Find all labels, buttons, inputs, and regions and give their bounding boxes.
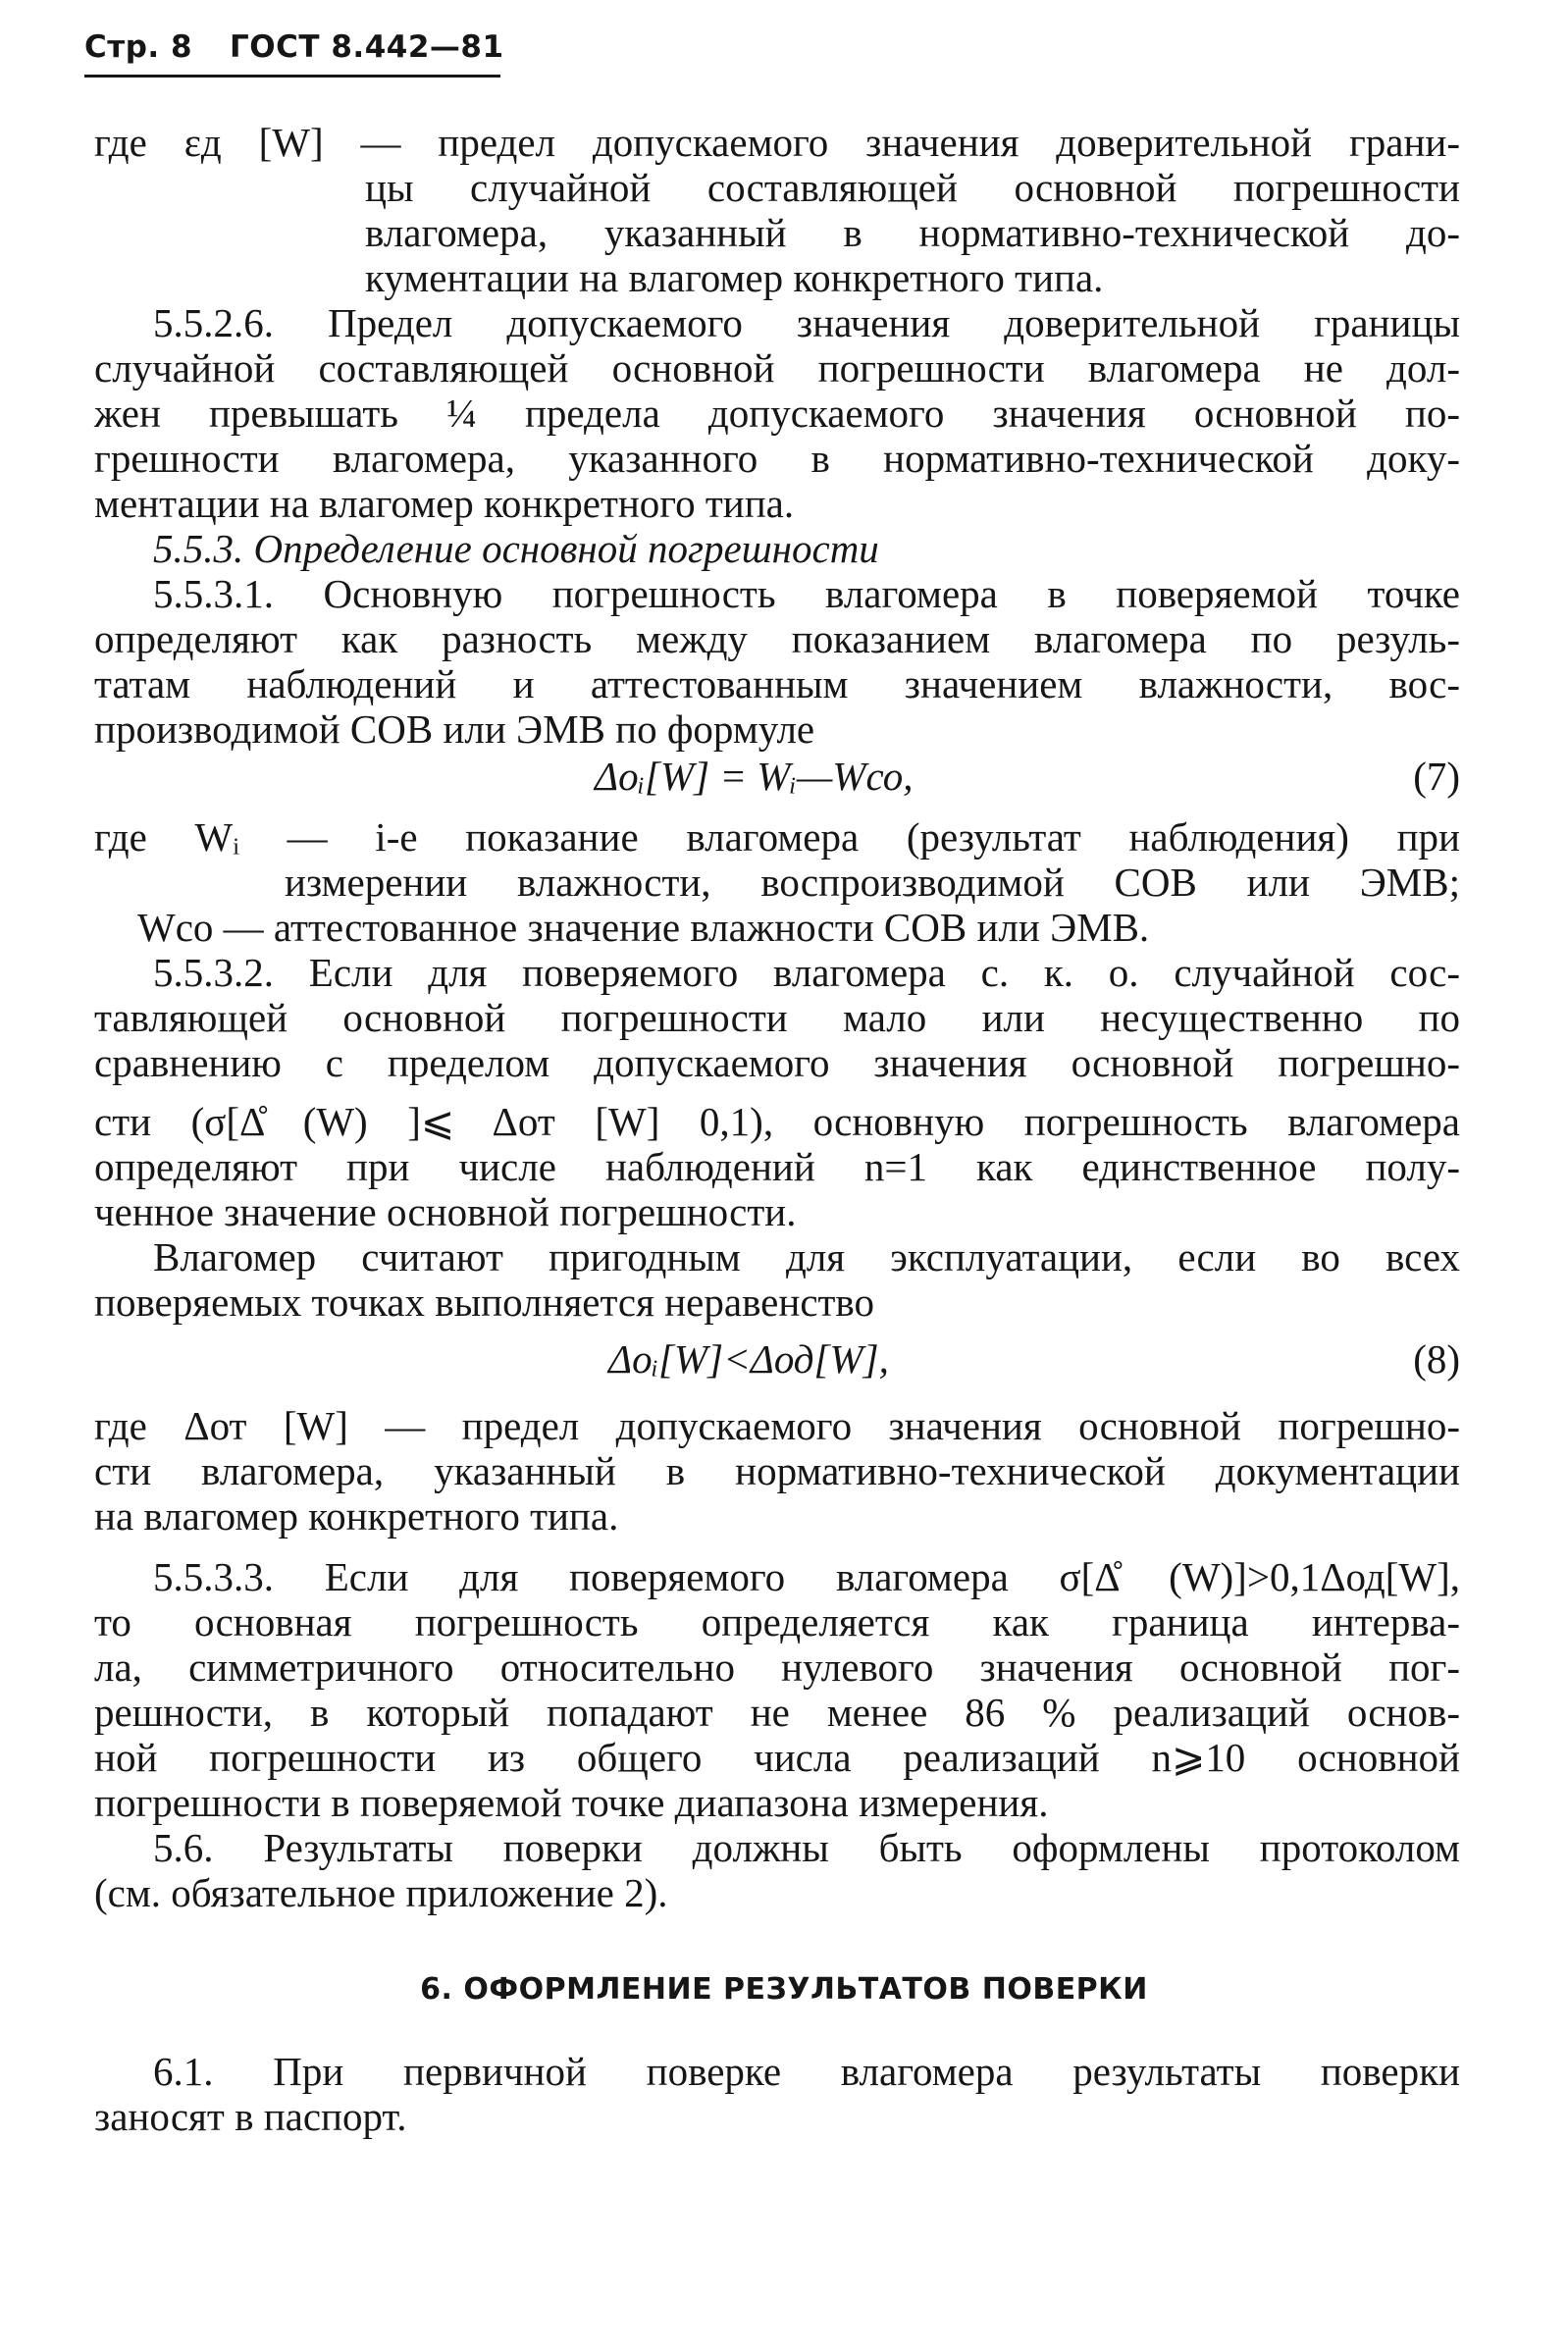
text-line: тавляющей основной погрешности мало или несущественно по: [94, 995, 1460, 1040]
standard-code: ГОСТ 8.442—81: [230, 29, 504, 65]
paragraph-6-1: 6.1. При первичной поверке влагомера результаты поверки: [153, 2049, 1460, 2094]
formula-8: Δоᵢ[W]<Δод[W],: [608, 1336, 889, 1382]
text-line: Wсо — аттестованное значение влажности СОВ или ЭМВ.: [137, 905, 1150, 950]
page-number: Стр. 8: [84, 29, 193, 65]
text-line: сти влагомера, указанный в нормативно-технической документации: [94, 1448, 1460, 1493]
text-line: сти (σ[Δ̊ (W) ]⩽ Δот [W] 0,1), основную погрешность влагомера: [94, 1099, 1460, 1144]
text-line: случайной составляющей основной погрешности влагомера не дол-: [94, 345, 1460, 391]
text-line: татам наблюдений и аттестованным значением влажности, вос-: [94, 661, 1460, 706]
equation-number-7: (7): [1413, 754, 1460, 799]
text-line: определяют при числе наблюдений n=1 как единственное полу-: [94, 1144, 1460, 1189]
paragraph-5-5-3-2: 5.5.3.2. Если для поверяемого влагомера с. к. о. случайной сос-: [153, 950, 1460, 995]
text-line: кументации на влагомер конкретного типа.: [365, 255, 1104, 300]
subsection-heading: 5.5.3. Определение основной погрешности: [153, 526, 879, 571]
text-line: сравнению с пределом допускаемого значения основной погрешно-: [94, 1040, 1460, 1085]
text-line: где εд [W] — предел допускаемого значения доверительной грани-: [94, 120, 1460, 165]
paragraph-5-5-3-3: 5.5.3.3. Если для поверяемого влагомера σ[Δ̊ (W)]>0,1Δод[W],: [153, 1554, 1460, 1599]
text-line: погрешности в поверяемой точке диапазона измерения.: [94, 1780, 1049, 1825]
text-line: (см. обязательное приложение 2).: [94, 1870, 668, 1915]
text-line: жен превышать ¼ предела допускаемого значения основной по-: [94, 391, 1460, 436]
text-line: производимой СОВ или ЭМВ по формуле: [94, 706, 815, 752]
text-line: то основная погрешность определяется как граница интерва-: [94, 1599, 1460, 1644]
text-line: цы случайной составляющей основной погрешности: [365, 165, 1460, 210]
text-line: определяют как разность между показанием влагомера по резуль-: [94, 616, 1460, 661]
text-line: решности, в который попадают не менее 86 % реализаций основ-: [94, 1690, 1460, 1735]
text-line: влагомера, указанный в нормативно-технической до-: [365, 210, 1460, 255]
text-line: Влагомер считают пригодным для эксплуатации, если во всех: [153, 1234, 1460, 1279]
paragraph-5-5-3-1: 5.5.3.1. Основную погрешность влагомера в поверяемой точке: [153, 571, 1460, 616]
page-header: [84, 29, 504, 78]
text-line: грешности влагомера, указанного в нормативно-технической доку-: [94, 436, 1460, 481]
paragraph-5-6: 5.6. Результаты поверки должны быть оформлены протоколом: [153, 1825, 1460, 1870]
section-6-title: 6. ОФОРМЛЕНИЕ РЕЗУЛЬТАТОВ ПОВЕРКИ: [420, 1972, 1148, 2007]
text-line: на влагомер конкретного типа.: [94, 1493, 619, 1539]
text-line: ла, симметричного относительно нулевого значения основной пог-: [94, 1644, 1460, 1690]
text-line: ментации на влагомер конкретного типа.: [94, 481, 795, 526]
text-line: ченное значение основной погрешности.: [94, 1189, 797, 1234]
paragraph-5-5-2-6: 5.5.2.6. Предел допускаемого значения доверительной границы: [153, 300, 1460, 345]
text-line: измерении влажности, воспроизводимой СОВ или ЭМВ;: [285, 860, 1460, 905]
text-line: поверяемых точках выполняется неравенство: [94, 1279, 875, 1325]
text-line: где Δот [W] — предел допускаемого значения основной погрешно-: [94, 1403, 1460, 1448]
equation-number-8: (8): [1413, 1336, 1460, 1382]
text-line: заносят в паспорт.: [94, 2094, 407, 2139]
formula-7: Δоᵢ[W] = Wᵢ—Wсо,: [595, 754, 914, 799]
text-line: ной погрешности из общего числа реализаций n⩾10 основной: [94, 1735, 1460, 1780]
text-line: где Wᵢ — i-е показание влагомера (результат наблюдения) при: [94, 814, 1460, 860]
